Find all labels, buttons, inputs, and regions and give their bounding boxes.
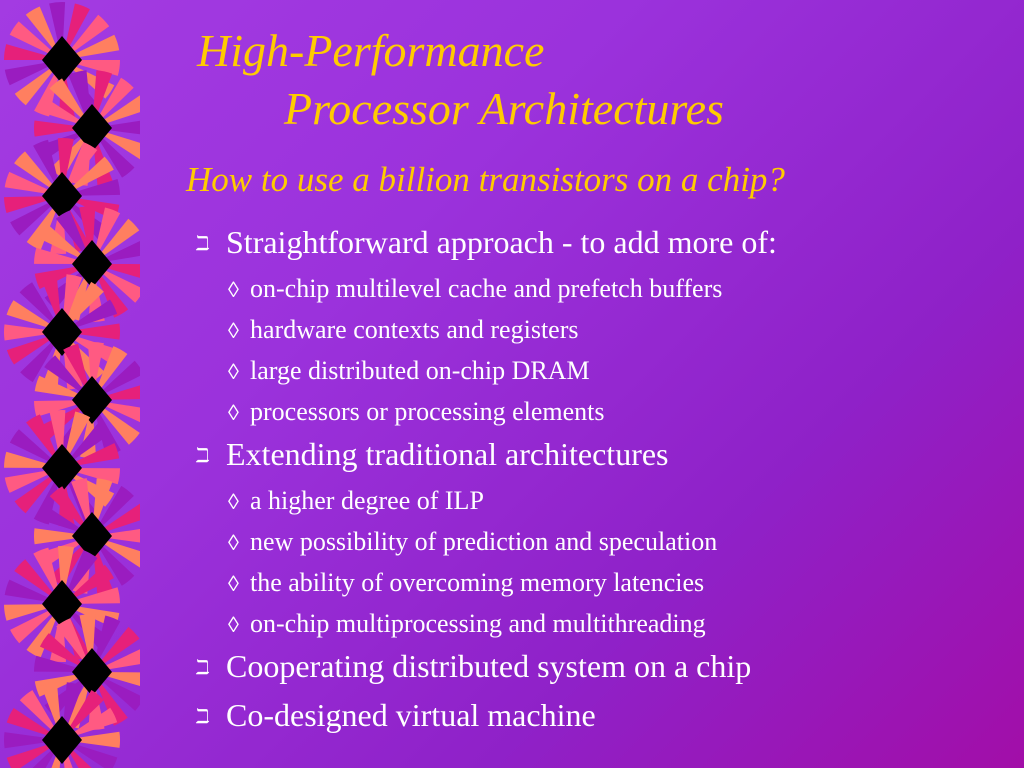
bullet-item-virtual-machine bbox=[196, 699, 596, 731]
sub-bullet-item bbox=[228, 529, 717, 555]
bullet-item-extending-architectures bbox=[196, 438, 669, 470]
title-line-2: Processor Architectures bbox=[284, 83, 724, 134]
bullet-marker-icon: ℶ bbox=[196, 657, 210, 679]
sub-bullet-item bbox=[228, 611, 706, 637]
bullet-marker-icon: ℶ bbox=[196, 233, 210, 255]
diamond-bullet-icon: ◊ bbox=[228, 277, 239, 302]
sub-bullet-text: on-chip multiprocessing and multithreading bbox=[250, 609, 706, 638]
sub-bullet-text: hardware contexts and registers bbox=[250, 315, 579, 344]
sub-bullet-item bbox=[228, 317, 578, 343]
diamond-bullet-icon: ◊ bbox=[228, 359, 239, 384]
sub-bullet-text: the ability of overcoming memory latencies bbox=[250, 568, 705, 597]
title-line-1: High-Performance bbox=[197, 25, 545, 76]
diamond-bullet-icon: ◊ bbox=[228, 571, 239, 596]
sub-bullet-text: large distributed on-chip DRAM bbox=[250, 356, 590, 385]
sub-bullet-item bbox=[228, 358, 590, 384]
bullet-text: Co-designed virtual machine bbox=[226, 697, 596, 733]
bullet-text: Extending traditional architectures bbox=[226, 436, 669, 472]
bullet-marker-icon: ℶ bbox=[196, 445, 210, 467]
sub-bullet-text: processors or processing elements bbox=[250, 397, 605, 426]
subtitle: How to use a billion transistors on a chip? bbox=[186, 160, 785, 199]
sub-bullet-item bbox=[228, 276, 722, 302]
sub-bullet-item bbox=[228, 570, 704, 596]
diamond-bullet-icon: ◊ bbox=[228, 318, 239, 343]
sub-bullet-text: a higher degree of ILP bbox=[250, 486, 484, 515]
diamond-bullet-icon: ◊ bbox=[228, 400, 239, 425]
sub-bullet-text: new possibility of prediction and speculation bbox=[250, 527, 718, 556]
sub-bullet-item bbox=[228, 399, 605, 425]
diamond-bullet-icon: ◊ bbox=[228, 612, 239, 637]
bullet-text: Cooperating distributed system on a chip bbox=[226, 648, 752, 684]
bullet-marker-icon: ℶ bbox=[196, 706, 210, 728]
sub-bullet-text: on-chip multilevel cache and prefetch buffers bbox=[250, 274, 723, 303]
diamond-bullet-icon: ◊ bbox=[228, 530, 239, 555]
bullet-item-straightforward-approach bbox=[196, 226, 777, 258]
bullet-text: Straightforward approach - to add more of: bbox=[226, 224, 777, 260]
diamond-bullet-icon: ◊ bbox=[228, 489, 239, 514]
sub-bullet-item bbox=[228, 488, 484, 514]
bullet-item-cooperating-system bbox=[196, 650, 751, 682]
